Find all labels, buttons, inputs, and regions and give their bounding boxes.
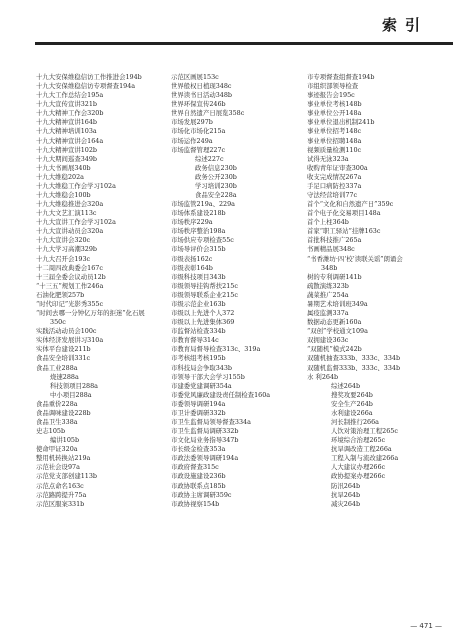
index-entry: “时代印记”光影秀355c [36, 299, 104, 308]
index-entry: 双随机抽查333b、333c、334b [307, 354, 401, 363]
index-entry: 政协提案办理266c [331, 472, 386, 481]
index-entry: 350c [50, 318, 66, 327]
index-entry: 十九大宣传宣讲321b [36, 100, 98, 109]
index-entry: 市组织部领导检查 [307, 82, 359, 91]
index-entry: 市级科技项目343b [171, 272, 226, 281]
index-entry: 河长制推行266a [331, 417, 379, 426]
index-entry: 市文化局业务指导347b [171, 436, 239, 445]
index-entry: 市级以上先进集体369 [171, 318, 235, 327]
index-entry: 石油化肥领257b [36, 290, 85, 299]
index-entry: 示范路跨提升75a [36, 490, 87, 499]
index-column-1 [36, 73, 176, 509]
index-entry: 市政协联系点185b [171, 481, 226, 490]
index-entry: 十三届全委会议动员12b [36, 272, 106, 281]
index-entry: 事业单位公开148a [307, 109, 362, 118]
index-entry: 学习培训230b [195, 181, 237, 190]
index-entry: 市领导干部大会学习155b [171, 372, 245, 381]
index-entry: 史志105b [36, 427, 66, 436]
index-entry: 市考核组考核195b [171, 354, 226, 363]
index-entry: 十九大维稳推进会320a [36, 200, 104, 209]
index-entry: 市场导评价会315b [171, 245, 226, 254]
index-entry: 348b [321, 263, 338, 272]
index-entry: 食品重价228a [36, 399, 78, 408]
index-entry: 十九大期间巡查349b [36, 154, 98, 163]
index-entry: 市政府督查315c [171, 463, 219, 472]
index-entry: 十九大召开会193c [36, 254, 91, 263]
index-entry: 收支完成情况267a [307, 172, 362, 181]
index-entry: 食品卫生338a [36, 417, 78, 426]
index-entry: 政务信息230b [195, 163, 237, 172]
index-entry: 世界般权日植现348c [171, 82, 232, 91]
index-entry: “双随机”模式242b [307, 345, 362, 354]
index-column-2 [171, 73, 311, 509]
index-entry: 水 利264b [307, 372, 339, 381]
index-entry: 守法经营培训77c [307, 191, 358, 200]
index-entry: 食品调味建设228b [36, 408, 91, 417]
index-entry: 食品工业288a [36, 363, 78, 372]
index-entry: 市建委党建调研354a [171, 381, 232, 390]
index-entry: 示范党支部创建113b [36, 472, 98, 481]
index-entry: 防汛264b [331, 481, 361, 490]
index-entry: 世界环保宣传246b [171, 100, 226, 109]
index-entry: 人大建议办理266c [331, 463, 386, 472]
index-entry: 市卫生监督局调研332b [171, 427, 239, 436]
index-entry: 试得无泳323a [307, 154, 349, 163]
index-entry: “十三五”规划工作246a [36, 281, 104, 290]
index-entry: 示范社会设97a [36, 463, 80, 472]
index-entry: 双拥建设363c [307, 336, 349, 345]
index-entry: 收购青年证审查300a [307, 163, 368, 172]
index-entry: 市级领导挂钩帮扶215c [171, 281, 238, 290]
index-entry: 十九大安保维稳信访工作推进会194b [36, 73, 142, 81]
index-entry: 食品安全培训331c [36, 354, 91, 363]
index-entry: 整用机转换站219a [36, 454, 91, 463]
index-entry: 市政法委领导调研194a [171, 454, 239, 463]
index-entry: 市场监督管理227c [171, 145, 226, 154]
index-entry: 十九大维稳202a [36, 172, 84, 181]
index-entry: 手足口病防控337a [307, 181, 362, 190]
index-entry: 市长级金检查353a [171, 445, 226, 454]
index-entry: 市级以上先进个人372 [171, 309, 235, 318]
index-entry: 市科技局会争取343b [171, 363, 233, 372]
index-entry: 市委党风廉政建设责任制检查160a [171, 390, 271, 399]
index-entry: 示范点命名163c [36, 481, 84, 490]
index-entry: 烧速288a [50, 372, 79, 381]
index-entry: 市委领导调研194a [171, 399, 226, 408]
index-entry: 首个上柱364b [307, 218, 349, 227]
index-entry: “书香潍坊·四‘校’读联关谣”朗诵会 [307, 254, 403, 263]
index-entry: 使命甲证320a [36, 445, 78, 454]
index-entry: 市政协主席调研359c [171, 490, 232, 499]
index-entry: 世界读书日活动348b [171, 91, 233, 100]
index-entry: 编讲105b [50, 436, 80, 445]
index-entry: 工程入制与流改建266a [331, 454, 399, 463]
index-entry: 食品安全228a [195, 191, 237, 200]
index-entry: 市场秩序整治198a [171, 227, 226, 236]
index-entry: 蔬菜推广254a [307, 290, 349, 299]
index-entry: 十九大精神工作会320b [36, 109, 104, 118]
index-entry: 十九大宣讲工作会学习102a [36, 218, 116, 227]
index-entry: 市级领导联系企业215c [171, 290, 238, 299]
index-entry: 市政设施建设236b [171, 472, 226, 481]
index-entry: 市监督站检查334b [171, 327, 226, 336]
index-entry: 搜奖攻要264b [331, 390, 373, 399]
index-entry: 书画精品展348c [307, 245, 355, 254]
header-rule [35, 42, 453, 45]
index-entry: 市场发展297b [171, 118, 213, 127]
index-entry: 视频质量检测110c [307, 145, 362, 154]
index-entry: 示范区画展153c [171, 73, 219, 81]
index-column-3 [307, 73, 457, 509]
index-entry: 减灾264b [331, 499, 361, 508]
index-entry: 市卫计委调研332b [171, 408, 226, 417]
index-entry: 安全生产264b [331, 399, 373, 408]
index-entry: 十九大维稳工作会学习102a [36, 181, 116, 190]
index-entry: 首家“职工驿站”挂牌163c [307, 227, 381, 236]
index-entry: 十九大宣讲动员会320a [36, 227, 104, 236]
index-entry: 十九大学习高潮329b [36, 245, 98, 254]
index-entry: 事业单位招考148c [307, 127, 362, 136]
index-entry: 市级表彰164b [171, 263, 213, 272]
index-entry: “双创”学校通文109a [307, 327, 368, 336]
index-entry: 市级示范企业163b [171, 299, 226, 308]
index-entry: 十九大书画展340b [36, 163, 91, 172]
index-entry: 人饮对策治理工程265c [331, 427, 398, 436]
index-entry: 事业单位招聘148a [307, 136, 362, 145]
index-entry: 示范区服案331b [36, 499, 85, 508]
index-entry: 首批科技推广265a [307, 236, 362, 245]
index-entry: 市场供应专项检查55c [171, 236, 234, 245]
index-entry: 十九大工作总结会195a [36, 91, 104, 100]
index-entry: 抗旱264b [331, 490, 361, 499]
index-entry: 市卫生监督局领导督查334a [171, 417, 251, 426]
index-entry: 综述264b [331, 381, 361, 390]
index-entry: 市场运作249a [171, 136, 213, 145]
index-entry: 疏散演练323b [307, 281, 349, 290]
index-entry: 实践活动动员会100c [36, 327, 97, 336]
index-entry: 抗旱调改造工程266a [331, 445, 392, 454]
index-entry: 市级表扬162c [171, 254, 213, 263]
index-entry: “时间去哪一分钟亿万年的拒迷”化石展 [36, 309, 145, 318]
page-title: 索引 [381, 16, 428, 34]
index-entry: 事业单位退出机制241b [307, 118, 375, 127]
index-entry: 市场体系建设218b [171, 209, 226, 218]
index-entry: 世界自然遗产日展览358c [171, 109, 245, 118]
index-entry: 十二周四改典委会167c [36, 263, 103, 272]
index-entry: 十九大精神培训103a [36, 127, 97, 136]
index-entry: 实体平台建设211b [36, 345, 91, 354]
index-entry: 十九大安保维稳信访专项督查194a [36, 82, 136, 91]
index-entry: 暑期艺术培训班349a [307, 299, 368, 308]
index-entry: 市教育督导314c [171, 336, 219, 345]
index-entry: 市场化市场化215a [171, 127, 226, 136]
index-entry: 十九大文艺汇演113c [36, 209, 97, 218]
index-entry: 水利建设266a [331, 408, 373, 417]
index-entry: 市教育局督导检查313c、319a [171, 345, 261, 354]
index-entry: 树的专利调研141b [307, 272, 362, 281]
index-entry: 属疫监测337a [307, 309, 349, 318]
index-entry: 双随机监督333b、333c、334b [307, 363, 401, 372]
index-entry: 环境综合治理265c [331, 436, 386, 445]
index-entry: 十九大精神宣讲会164a [36, 136, 104, 145]
index-header [0, 0, 468, 50]
index-entry: 市专项督查组督查194b [307, 73, 375, 81]
index-entry: 十九大精神宣讲164b [36, 118, 98, 127]
index-entry: 事迹报告会195c [307, 91, 355, 100]
index-entry: 实体经济发展讲习310a [36, 336, 104, 345]
index-entry: 事业单位考核148b [307, 100, 362, 109]
index-entry: 政务公开230b [195, 172, 237, 181]
index-entry: 中小项目288a [50, 390, 92, 399]
index-entry: 市政协视察154b [171, 499, 220, 508]
index-entry: 科技领项目288a [50, 381, 98, 390]
index-entry: 市场秩序229a [171, 218, 213, 227]
index-entry: 市场监管219a、229a [171, 200, 235, 209]
index-entry: 首个电子化交易项目148a [307, 209, 381, 218]
index-entry: 综述227c [195, 154, 224, 163]
index-entry: 十九大精神宣讲102b [36, 145, 98, 154]
page-number: — 471 — [410, 622, 442, 630]
index-entry: 数据动态更新160a [307, 318, 362, 327]
index-entry: 十九大宣讲会320c [36, 236, 91, 245]
index-entry: 十九大维稳会100b [36, 191, 91, 200]
index-entry: 首个“文化和自然遗产日”359c [307, 200, 394, 209]
